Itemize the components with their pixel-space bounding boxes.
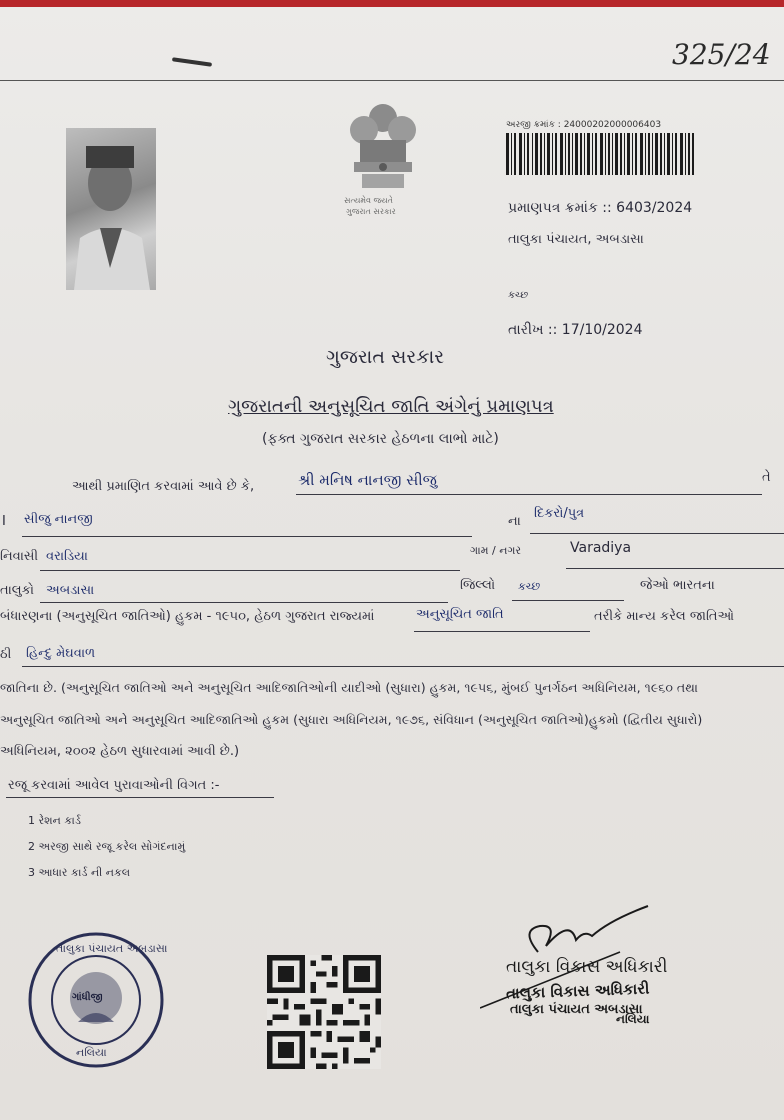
evidence-heading: રજૂ કરવામાં આવેલ પુરાવાઓની વિગત :- [8,778,220,793]
evidence-heading-underline [6,797,274,798]
district-value: કચ્છ [518,580,541,593]
name-underline [296,494,762,495]
line-end-text: તે [762,470,771,485]
seal-inner-text: ગાંધીજી [72,992,103,1003]
evidence-item: 2 અરજી સાથે રજૂ કરેલ સોગંદનામું [28,840,186,853]
certificate-number: પ્રમાણપત્ર ક્રમાંક :: 6403/2024 [508,200,693,216]
father-underline [22,536,472,537]
paragraph-line-3: અધિનિયમ, ૨૦૦૨ હેઠળ સુધારવામાં આવી છે.) [0,744,240,759]
relation-underline [530,533,784,534]
taluka-value: અબડાસા [46,583,95,598]
caste-underline [22,666,784,667]
certify-label: આથી પ્રમાણિત કરવામાં આવે છે કે, [72,479,255,494]
resident-label: નિવાસી [0,549,39,564]
seal-bottom-text: નલિયા [76,1046,107,1059]
top-edge-strip [0,0,784,7]
office-district: કચ્છ [508,290,529,301]
signature-stamp-line-3: નલિયા [616,1012,650,1026]
qr-code-icon [267,955,381,1069]
paragraph-line-2: અનુસૂચિત જાતિઓ અને અનુસૂચિત આદિજાતિઓ હુકમ (સુધારા અધિનિયમ, ૧૯૭૬, સંવિધાન (અનુસૂચિત જાતિઓ)હુકમો (દ્વિતીય સુધારો) [0,712,703,727]
evidence-item: 1 રેશન કાર્ડ [28,814,81,827]
handwritten-number: 325/24 [672,38,771,71]
paragraph-line-1: જાતિના છે. (અનુસૂચિત જાતિઓ અને અનુસૂચિત આદિજાતિઓની યાદીઓ (સુધારા) હુકમ, ૧૯૫૬, મુંબઈ પુનર્ગઠન અધિનિયમ, ૧૯૬૦ તથા [0,680,699,695]
relation-label: ના [508,514,521,529]
certificate-subtitle: (ફક્ત ગુજરાત સરકાર હેઠળના લાભો માટે) [262,431,499,447]
seal-outer-text: તાલુકા પંચાયત અબડાસા [56,942,168,955]
recognized-label: તરીકે માન્ય કરેલ જાતિઓ [594,609,735,624]
category-underline [414,631,590,632]
certificate-date: તારીખ :: 17/10/2024 [508,322,643,338]
emblem-caption-1: સત્યમેવ જયતે [344,196,393,205]
caste-value: હિન્દુ મેઘવાળ [26,646,96,661]
applicant-name: શ્રી મનિષ નાનજી સીજુ [298,471,437,489]
barcode-icon [506,133,694,175]
taluka-underline [40,602,448,603]
signature-stamp-line-1: તાલુકા વિકાસ અધિકારી [505,979,650,1003]
resident-value: વરાડિયા [46,549,88,564]
constitution-text: બંધારણના (અનુસૂચિત જાતિઓ) હુકમ - ૧૯૫૦, હેઠળ ગુજરાત રાજ્યમાં [0,609,375,624]
district-label: જિલ્લો [460,578,496,593]
taluka-label: તાલુકો [0,583,35,598]
emblem-caption-2: ગુજરાત સરકાર [346,207,396,216]
signature-stamp-line-2: તાલુકા પંચાયત અબડાસા [510,1002,643,1017]
signatory-title: તાલુકા વિકાસ અધિકારી [506,957,668,977]
relation-value: દિકરો/પુત્ર [534,506,585,521]
district-underline [512,600,624,601]
barcode-label: અરજી ક્રમાંક : 24000202000006403 [506,120,662,130]
government-title: ગુજરાત સરકાર [326,346,445,368]
top-rule [0,80,784,81]
village-value: Varadiya [570,540,632,556]
category-value: અનુસૂચિત જાતિ [416,607,504,622]
certificate-title: ગુજરાતની અનુસૂચિત જાતિ અંગેનું પ્રમાણપત્ર [228,396,554,417]
office-name: તાલુકા પંચાયત, અબડાસા [508,232,644,247]
caste-prefix: ઠી [0,647,12,662]
resident-underline [40,570,460,571]
applicant-photo [66,128,156,290]
village-label: ગામ / નગર [470,544,522,557]
village-underline [566,568,784,569]
father-prefix: I [2,514,6,529]
father-name: સીજુ નાનજી [24,512,93,527]
evidence-item: 3 આધાર કાર્ડ ની નકલ [28,866,131,879]
india-label: જેઓ ભારતના [640,578,715,593]
